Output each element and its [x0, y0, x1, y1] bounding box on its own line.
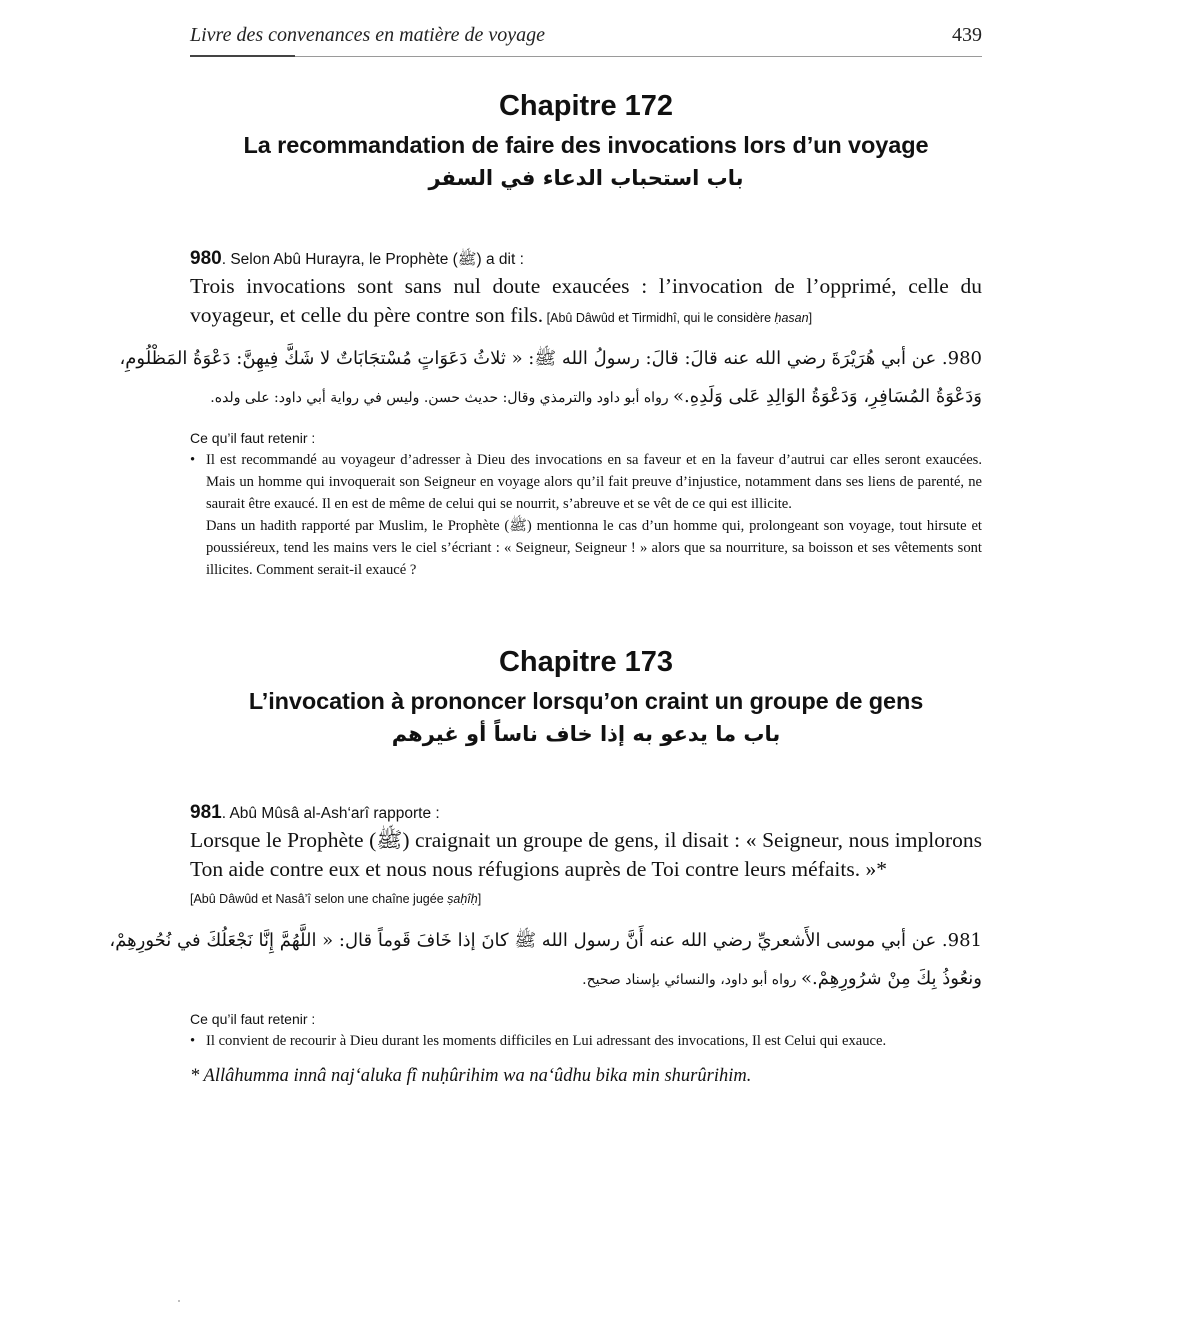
header-rule-accent [190, 55, 295, 57]
hadith-number: 980 [190, 248, 222, 269]
chapter-172-arabic-title: باب استحباب الدعاء في السفر [428, 166, 744, 190]
hadith-number: 981 [190, 802, 222, 823]
retain-text-172 [190, 449, 982, 581]
hadith-980-text [190, 272, 982, 333]
hadith-981-source [190, 892, 481, 906]
retain-paragraph: Dans un hadith rapporté par Muslim, le Prophète (ﷺ) mentionna le cas d’un homme qui, prolongeant son voyage, tout hirsute et poussiéreux, tend les mains vers le ciel s’écriant : « Seigneur, Seigneur ! » alors que sa nourriture, sa boisson et ses vêtements sont illicites. Comment serait-il exaucé ? [206, 518, 982, 578]
retain-paragraph: Il est recommandé au voyageur d’adresser à Dieu des invocations en sa faveur et en la faveur d’autrui car elles seront exaucées. Mais un homme qui invoquerait son Seigneur en voyage alors qu’il fait preuve d’injustice, notamment dans ses liens de parenté, ne saurait être exaucé. Il en est de même de celui qui se nourrit, s’abreuve et se vêt de ce qui est illicite. [206, 452, 982, 512]
chapter-172-title: Chapitre 172 [498, 90, 674, 122]
source-prefix: [Abû Dâwûd et Tirmidhî, qui le considère [543, 311, 775, 325]
hadith-981-arabic [109, 922, 982, 999]
retain-label-172: Ce qu’il faut retenir : [190, 430, 316, 446]
retain-text-173 [190, 1030, 982, 1052]
hadith-translation: Trois invocations sont sans nul doute exaucées : l’invocation de l’opprimé, celle du voyageur, et celle du père contre son fils. [190, 274, 982, 327]
hadith-980-arabic [119, 340, 982, 417]
page-number: 439 [952, 24, 982, 46]
chapter-173-arabic-title: باب ما يدعو به إذا خاف ناساً أو غيرهم [391, 722, 781, 746]
arabic-line-2 [190, 960, 982, 999]
hadith-981-text: Lorsque le Prophète (ﷺ) craignait un groupe de gens, il disait : « Seigneur, nous implorons Ton aide contre eux et nous nous réfugions auprès de Toi contre leurs méfaits. »* [190, 828, 983, 881]
source-suffix: ] [808, 311, 813, 325]
hadith-source [543, 311, 812, 325]
source-grade: ṣaḥîḥ [447, 892, 478, 906]
hadith-980-intro [190, 248, 524, 272]
arabic-line-2-text: وَدَعْوَةُ المُسَافِرِ، وَدَعْوَةُ الوَالِدِ عَلى وَلَدِهِ.» [673, 386, 982, 407]
source-suffix: ] [477, 892, 482, 906]
chapter-173-title: Chapitre 173 [498, 646, 674, 678]
arabic-line-2-text: ونعُوذُ بِكَ مِنْ شرُورِهِمْ.» [801, 968, 982, 989]
hadith-intro-text: . Abû Mûsâ al-Ash‘arî rapporte : [221, 805, 440, 822]
retain-label-173: Ce qu’il faut retenir : [190, 1011, 316, 1027]
running-header [190, 24, 982, 56]
scan-artifact [178, 1300, 180, 1302]
chapter-173-subtitle: L’invocation à prononcer lorsqu’on craint un groupe de gens [248, 688, 924, 714]
arabic-line-2-source: رواه أبو داود والترمذي وقال: حديث حسن. وليس في رواية أبي داود: على ولده. [210, 390, 674, 406]
running-title: Livre des convenances en matière de voyage [190, 24, 546, 46]
bullet-icon: • [190, 1033, 196, 1049]
arabic-line-1: 981. عن أبي موسى الأَشعريِّ رضي الله عنه أَنَّ رسول الله ﷺ كانَ إذا خَافَ قَوماً قال: « اللَّهُمَّ إِنَّا نَجْعَلُكَ في نُحُورِهِمْ، [109, 930, 982, 951]
retain-paragraph: Il convient de recourir à Dieu durant les moments difficiles en Lui adressant des invocations, Il est Celui qui exauce. [206, 1033, 887, 1049]
arabic-line-2-source: رواه أبو داود، والنسائي بإسناد صحيح. [582, 972, 801, 988]
arabic-line-2 [190, 378, 982, 417]
source-grade: ḥasan [774, 311, 809, 325]
hadith-intro-text: . Selon Abû Hurayra, le Prophète (ﷺ) a dit : [221, 251, 524, 268]
footnote-transliteration: * Allâhumma innâ naj‘aluka fî nuḥûrihim wa na‘ûdhu bika min shurûrihim. [190, 1066, 752, 1086]
bullet-icon: • [190, 452, 196, 468]
chapter-172-subtitle: La recommandation de faire des invocations lors d’un voyage [243, 132, 929, 158]
header-rule [190, 56, 982, 57]
arabic-line-1: 980. عن أبي هُرَيْرَةَ رضي الله عنه قالَ: قالَ: رسولُ الله ﷺ: « ثلاثُ دَعَوَاتٍ مُسْتجَابَاتٌ لا شَكَّ فِيهِنَّ: دَعْوَةُ المَظْلُومِ، [119, 348, 982, 369]
source-prefix: [Abû Dâwûd et Nasâ’î selon une chaîne jugée [190, 892, 448, 906]
hadith-981-intro [190, 802, 440, 824]
